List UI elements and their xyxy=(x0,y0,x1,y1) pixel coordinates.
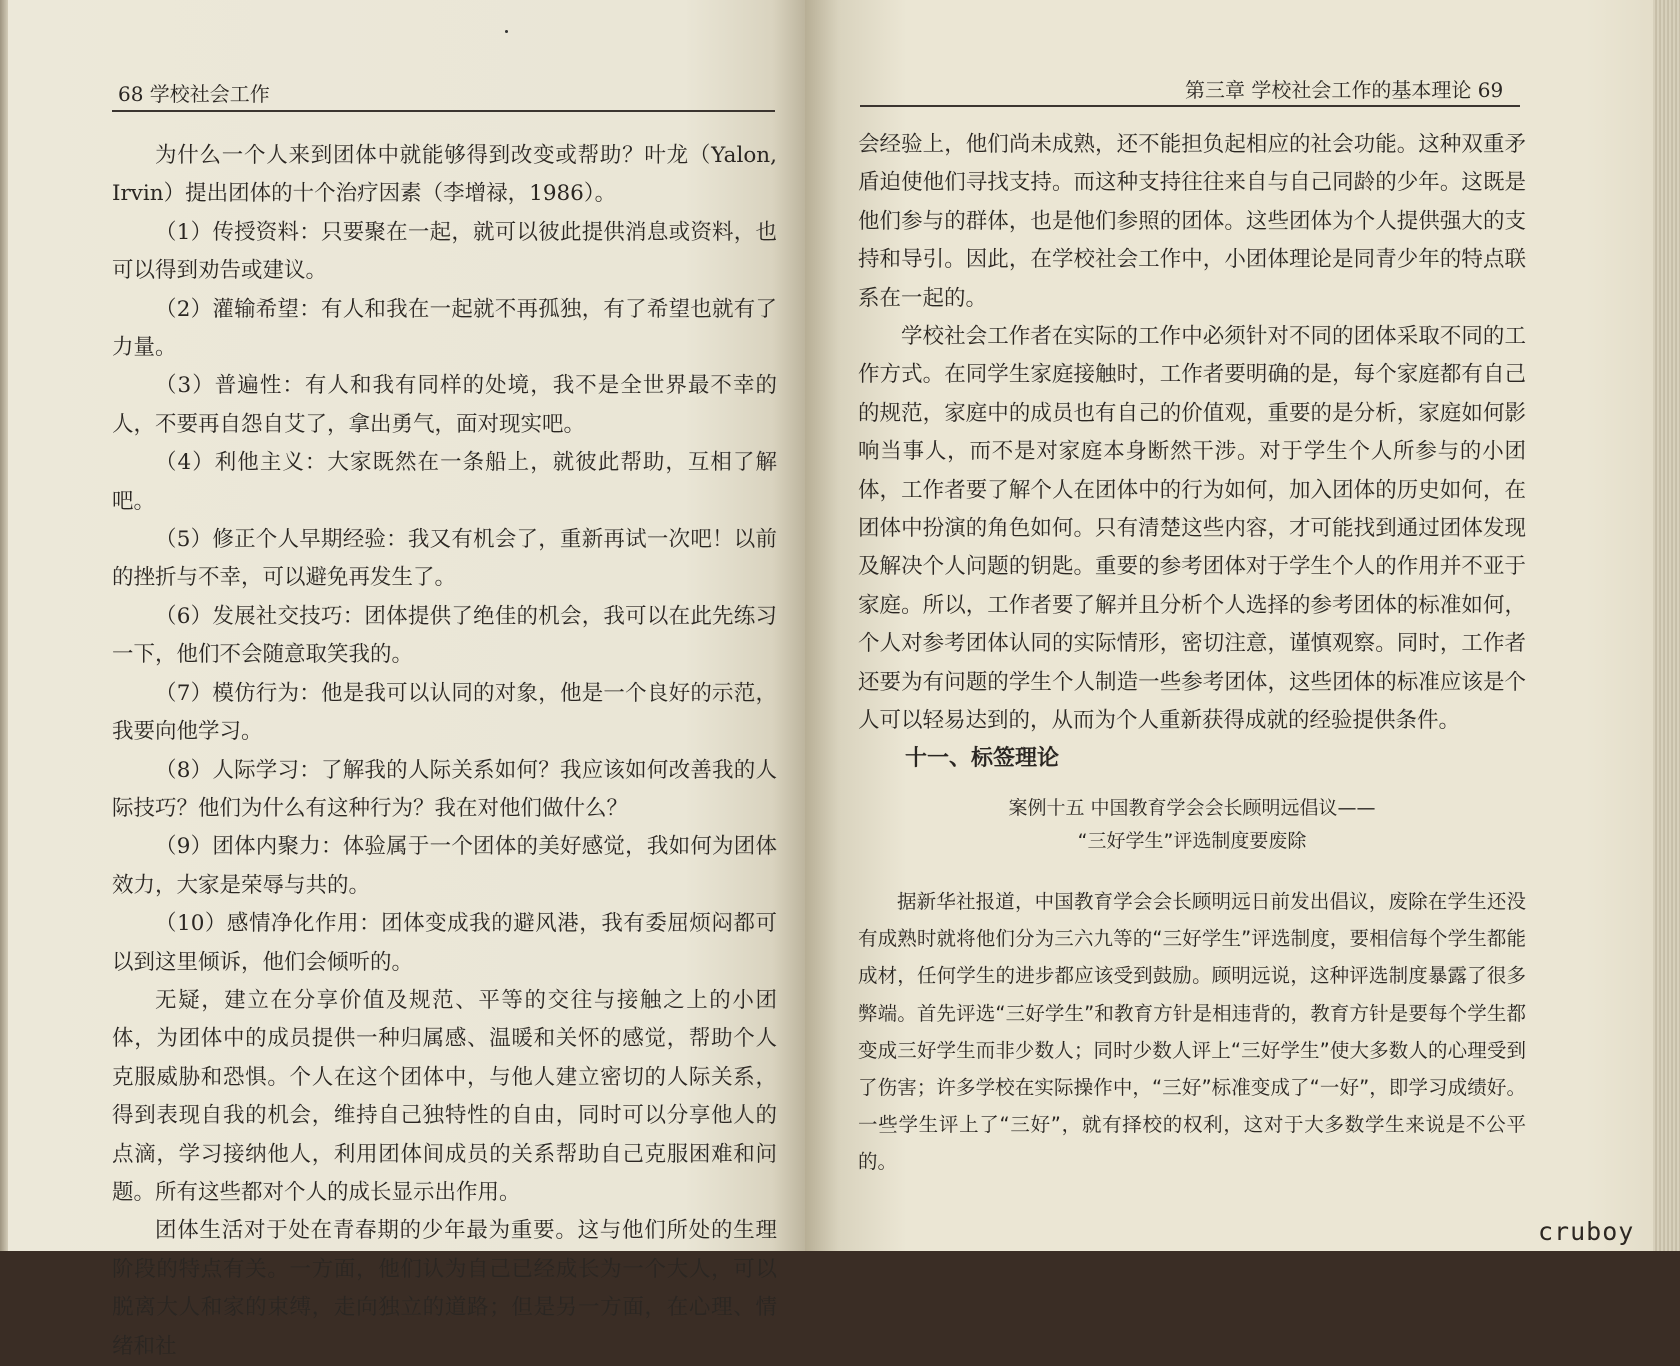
left-paragraph: （9）团体内聚力：体验属于一个团体的美好感觉，我如何为团体效力，大家是荣辱与共的。 xyxy=(112,834,777,898)
left-header-rule xyxy=(112,110,775,112)
left-paragraph: （2）灌输希望：有人和我在一起就不再孤独，有了希望也就有了力量。 xyxy=(112,296,777,361)
left-paragraph: 团体生活对于处在青春期的少年最为重要。这与他们所处的生理阶段的特点有关。一方面，他们认为自己已经成长为一个大人，可以脱离大人和家的束缚，走向独立的道路；但是另一方面，在心理、情绪和社 xyxy=(112,1218,777,1359)
section-heading: 十一、标签理论 xyxy=(905,746,1060,771)
case-title-line: “三好学生”评选制度要废除 xyxy=(1077,830,1307,852)
left-paragraph: 无疑，建立在分享价值及规范、平等的交往与接触之上的小团体，为团体中的成员提供一种归属感、温暖和关怀的感觉，帮助个人克服威胁和恐惧。个人在这个团体中，与他人建立密切的人际关系，得到表现自我的机会，维持自己独特性的自由，同时可以分享他人的点滴，学习接纳他人，利用团体间成员的关系帮助自己克服困难和问题。所有这些都对个人的成长显示出作用。 xyxy=(112,987,777,1205)
scanner-watermark: cruboy xyxy=(1538,1217,1635,1246)
left-page xyxy=(0,0,805,1359)
left-paragraph: （8）人际学习：了解我的人际关系如何？我应该如何改善我的人际技巧？他们为什么有这种行为？我在对他们做什么？ xyxy=(112,757,777,821)
left-paragraph: （10）感情净化作用：团体变成我的避风港，我有委屈烦闷都可以到这里倾诉，他们会倾听的。 xyxy=(112,911,777,975)
left-paragraph: （1）传授资料：只要聚在一起，就可以彼此提供消息或资料，也可以得到劝告或建议。 xyxy=(112,219,777,284)
case-title xyxy=(858,792,1526,858)
right-paragraph-continued: 会经验上，他们尚未成熟，还不能担负起相应的社会功能。这种双重矛盾迫使他们寻找支持。而这种支持往往来自与自己同龄的少年。这既是他们参与的群体，也是他们参照的团体。这些团体为个人提供强大的支持和导引。因此，在学校社会工作中，小团体理论是同青少年的特点联系在一起的。 xyxy=(858,132,1526,311)
right-header-rule xyxy=(860,105,1520,107)
left-paragraph: （7）模仿行为：他是我可以认同的对象，他是一个良好的示范，我要向他学习。 xyxy=(112,680,777,745)
left-paragraph: 为什么一个人来到团体中就能够得到改变或帮助？叶龙（Yalon, Irvin）提出团体的十个治疗因素（李增禄，1986）。 xyxy=(112,143,777,207)
right-paragraph: 学校社会工作者在实际的工作中必须针对不同的团体采取不同的工作方式。在同学生家庭接触时，工作者要明确的是，每个家庭都有自己的规范，家庭中的成员也有自己的价值观，重要的是分析，家庭如何影响当事人，而不是对家庭本身断然干涉。对于学生个人所参与的小团体，工作者要了解个人在团体中的行为如何，加入团体的历史如何，在团体中扮演的角色如何。只有清楚这些内容，才可能找到通过团体发现及解决个人问题的钥匙。重要的参考团体对于学生个人的作用并不亚于家庭。所以，工作者要了解并且分析个人选择的参考团体的标准如何，个人对参考团体认同的实际情形，密切注意，谨慎观察。同时，工作者还要为有问题的学生个人制造一些参考团体，这些团体的标准应该是个人可以轻易达到的，从而为个人重新获得成就的经验提供条件。 xyxy=(858,324,1526,734)
right-page-edge xyxy=(1653,0,1680,1251)
right-running-header: 第三章 学校社会工作的基本理论 69 xyxy=(1185,78,1504,102)
left-paragraph: （5）修正个人早期经验：我又有机会了，重新再试一次吧！以前的挫折与不幸，可以避免再发生了。 xyxy=(112,527,777,591)
left-body-text xyxy=(112,137,777,1366)
case-body-text xyxy=(858,883,1526,1181)
right-body-text xyxy=(858,126,1526,741)
left-page-edge xyxy=(0,0,8,1251)
case-paragraph: 据新华社报道，中国教育学会会长顾明远日前发出倡议，废除在学生还没有成熟时就将他们分为三六九等的“三好学生”评选制度，要相信每个学生都能成材，任何学生的进步都应该受到鼓励。顾明远说，这种评选制度暴露了很多弊端。首先评选“三好学生”和教育方针是相违背的，教育方针是要每个学生都变成三好学生而非少数人；同时少数人评上“三好学生”使大多数人的心理受到了伤害；许多学校在实际操作中，“三好”标准变成了“一好”，即学习成绩好。一些学生评上了“三好”，就有择校的权利，这对于大多数学生来说是不公平的。 xyxy=(858,890,1526,1174)
left-paragraph: （6）发展社交技巧：团体提供了绝佳的机会，我可以在此先练习一下，他们不会随意取笑我的。 xyxy=(112,603,777,668)
case-title-line: 案例十五 中国教育学会会长顾明远倡议—— xyxy=(1008,797,1376,819)
left-paragraph: （4）利他主义：大家既然在一条船上，就彼此帮助，互相了解吧。 xyxy=(112,450,777,514)
left-paragraph: （3）普遍性：有人和我有同样的处境，我不是全世界最不幸的人，不要再自怨自艾了，拿出勇气，面对现实吧。 xyxy=(112,373,777,437)
ink-speck xyxy=(505,30,508,33)
left-running-header: 68 学校社会工作 xyxy=(118,82,270,106)
